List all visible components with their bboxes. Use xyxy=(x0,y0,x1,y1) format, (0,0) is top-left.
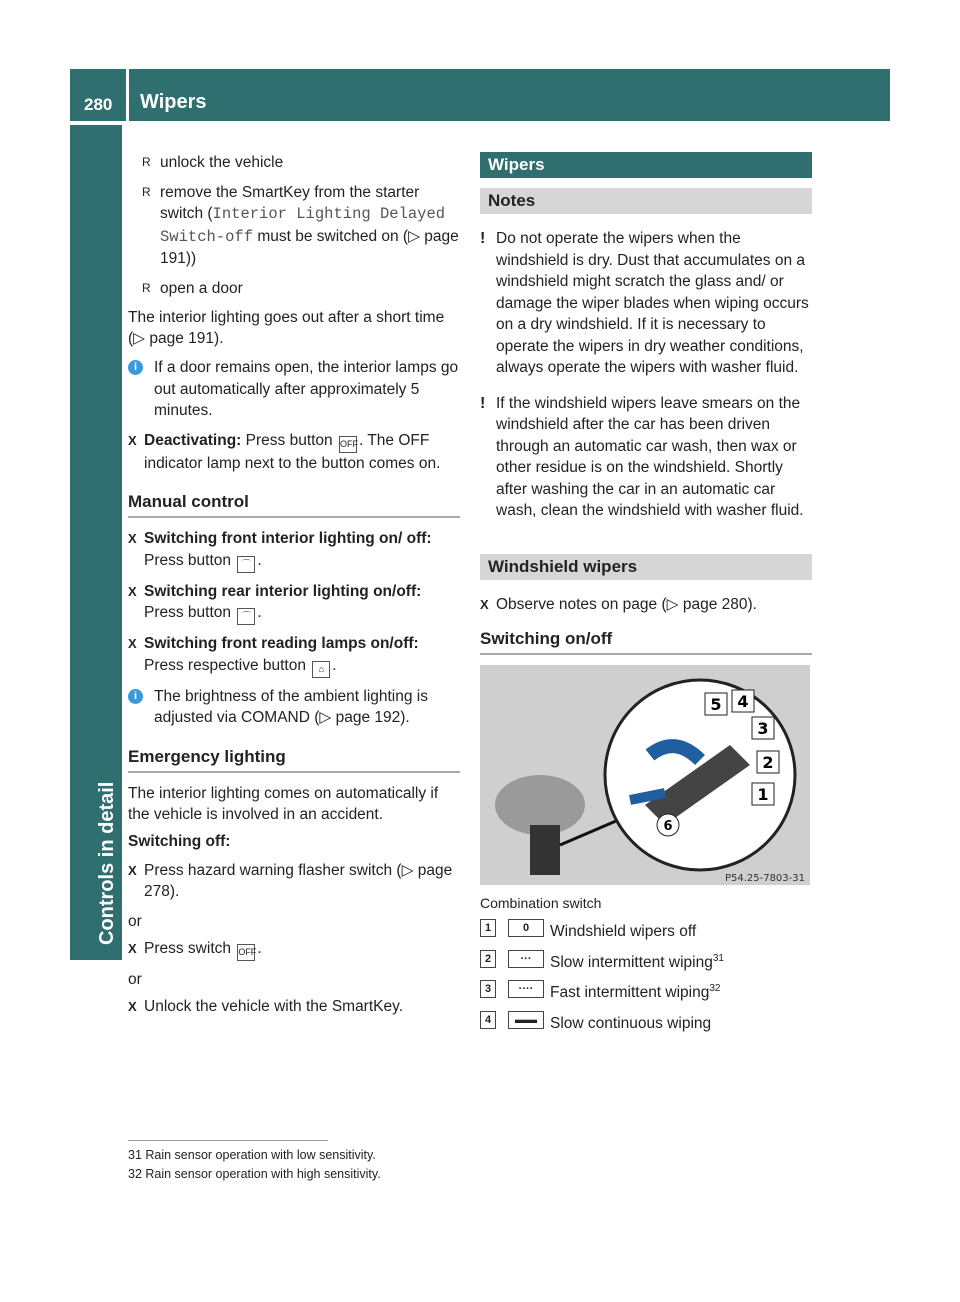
page-title: Wipers xyxy=(140,91,207,113)
svg-text:6: 6 xyxy=(663,819,673,834)
section-heading: Switching on/off xyxy=(480,629,812,655)
footnote-31: 31 Rain sensor operation with low sensitivity. xyxy=(128,1148,376,1162)
list-item: R remove the SmartKey from the starter switch (Interior Lighting Delayed Switch-off must be switched on (▷ page 191)) xyxy=(142,183,459,267)
wiper-setting-label: Windshield wipers off xyxy=(550,923,697,941)
info-note: i If a door remains open, the interior lamps go out automatically after approximately 5 minutes. xyxy=(128,357,460,422)
item-number: 3 xyxy=(480,980,496,998)
paragraph: The interior lighting comes on automatically if the vehicle is involved in an accident. xyxy=(128,784,439,823)
instruction-step: X Switching rear interior lighting on/off: Press button ⌒ . xyxy=(128,581,460,626)
item-number: 2 xyxy=(480,950,496,968)
svg-text:2: 2 xyxy=(762,753,774,772)
section-bar-notes: Notes xyxy=(480,188,812,214)
rear-light-icon: ⌒ xyxy=(237,608,255,625)
wiper-symbol-icon: ···· xyxy=(508,980,544,998)
wiper-setting-row xyxy=(480,917,812,943)
instruction-step: X Press switch OFF. xyxy=(128,938,460,961)
reading-lamp-icon: ⌂ xyxy=(312,661,330,678)
page-number: 280 xyxy=(84,95,113,114)
section-heading: Emergency lighting xyxy=(128,747,460,773)
section-sidebar xyxy=(70,125,122,960)
list-item: R unlock the vehicle xyxy=(142,154,284,171)
page-header xyxy=(70,69,890,121)
or-text: or xyxy=(128,970,142,988)
warning-note: ! If the windshield wipers leave smears on the windshield after the car has been driven through an automatic car wash, then wax or other residue is on the windshield. Shortly after washing the car in an automatic car wash, clean the windshield with washer fluid. xyxy=(480,394,804,519)
instruction-step: X Observe notes on page (▷ page 280). xyxy=(480,595,757,613)
instruction-step: X Press hazard warning flasher switch (▷ page 278). xyxy=(128,861,453,900)
wiper-setting-label: Slow intermittent wiping xyxy=(550,953,713,971)
header-divider xyxy=(126,69,129,121)
front-light-icon: ⌒ xyxy=(237,556,255,573)
instruction-step: X Switching front interior lighting on/ off: Press button ⌒ . xyxy=(128,528,460,573)
wiper-symbol-icon: ▬▬ xyxy=(508,1011,544,1029)
wiper-setting-label: Fast intermittent wiping xyxy=(550,984,710,1002)
svg-text:4: 4 xyxy=(737,692,749,711)
wiper-symbol-icon: 0 xyxy=(508,919,544,937)
list-item: R open a door xyxy=(142,279,243,297)
off-button-icon: OFF xyxy=(237,944,255,961)
footnote-32: 32 Rain sensor operation with high sensitivity. xyxy=(128,1167,381,1181)
subheading: Switching off: xyxy=(128,832,231,850)
wiper-symbol-icon: ··· xyxy=(508,950,544,968)
left-column xyxy=(128,152,460,1025)
off-button-icon: OFF xyxy=(339,436,357,453)
or-text: or xyxy=(128,912,142,930)
section-heading: Manual control xyxy=(128,492,460,518)
section-bar-wipers: Wipers xyxy=(480,152,812,178)
right-column xyxy=(480,152,812,1040)
svg-text:5: 5 xyxy=(710,695,722,714)
warning-note: ! Do not operate the wipers when the windshield is dry. Dust that accumulates on a windshield might scratch the glass and/ or damage the wiper blades when wiping occurs on a dry windshield. If it is necessary to operate the wipers in dry weather conditions, always operate the wipers with washer fluid. xyxy=(480,230,809,376)
instruction-step: X Switching front reading lamps on/off: Press respective button ⌂ . xyxy=(128,633,460,678)
info-icon: i xyxy=(128,689,143,704)
wiper-setting-label: Slow continuous wiping xyxy=(550,1015,712,1033)
item-number: 1 xyxy=(480,919,496,937)
warning-icon: ! xyxy=(480,230,486,247)
wiper-setting-row xyxy=(480,948,812,974)
wiper-setting-row xyxy=(480,978,812,1004)
wiper-setting-row xyxy=(480,1009,812,1035)
paragraph: The interior lighting goes out after a short time (▷ page 191). xyxy=(128,309,445,347)
svg-text:P54.25-7803-31: P54.25-7803-31 xyxy=(724,873,805,884)
warning-icon: ! xyxy=(480,394,486,412)
combination-switch-illustration xyxy=(480,665,810,885)
item-number: 4 xyxy=(480,1011,496,1029)
svg-text:1: 1 xyxy=(757,785,769,804)
combination-switch-photo xyxy=(480,665,810,885)
section-label: Controls in detail xyxy=(96,781,118,945)
info-icon: i xyxy=(128,360,143,375)
section-bar-windshield-wipers: Windshield wipers xyxy=(480,554,812,580)
info-note: i The brightness of the ambient lighting is adjusted via COMAND (▷ page 192). xyxy=(128,686,460,729)
footnote-ref: 31 xyxy=(712,952,724,964)
instruction-step: X Unlock the vehicle with the SmartKey. xyxy=(128,997,404,1015)
footnotes xyxy=(128,1146,381,1184)
footnote-ref: 32 xyxy=(709,983,721,995)
footnote-divider xyxy=(128,1140,328,1141)
instruction-step: X Deactivating: Press button OFF. The OFF indicator lamp next to the button comes on. xyxy=(128,431,441,472)
figure-caption: Combination switch xyxy=(480,895,602,911)
svg-text:3: 3 xyxy=(757,719,769,738)
